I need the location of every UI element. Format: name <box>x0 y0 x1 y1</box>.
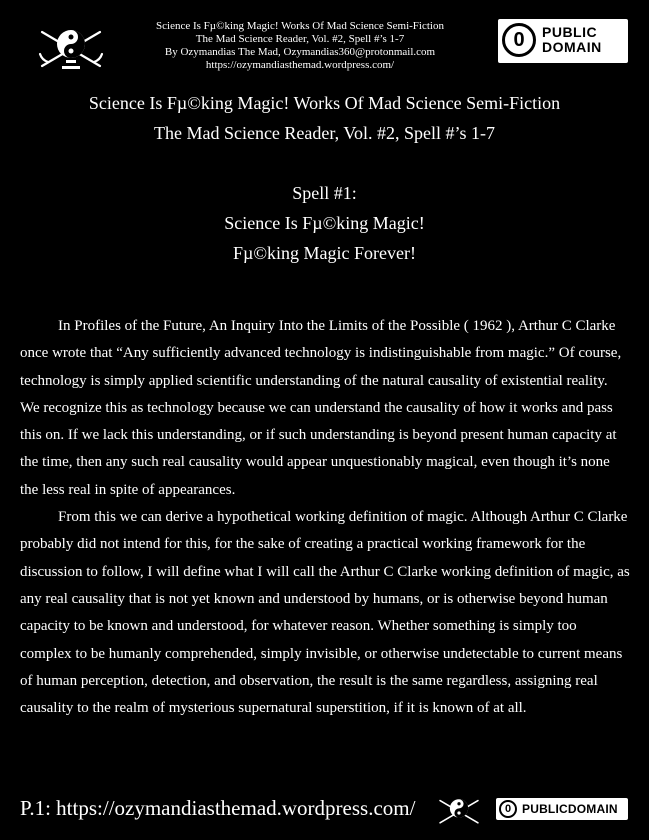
book-title: Science Is Fµ©king Magic! Works Of Mad Science Semi-Fiction <box>88 93 561 113</box>
public-domain-badge <box>498 19 628 63</box>
public-domain-badge-small <box>496 798 628 820</box>
public-domain-icon: 0 <box>502 23 536 57</box>
badge-line-domain: DOMAIN <box>542 39 602 55</box>
badge-line-public: PUBLIC <box>542 24 598 40</box>
badge-text-small: PUBLICDOMAIN <box>522 802 618 816</box>
page-footer <box>0 790 649 830</box>
header-title: Science Is Fµ©king Magic! Works Of Mad Science Semi-Fiction <box>156 20 444 32</box>
body-text <box>20 313 630 722</box>
footer-page-label: P.1: https://ozymandiasthemad.wordpress.com/ <box>20 796 416 820</box>
page-header <box>0 0 649 80</box>
paragraph-1: In Profiles of the Future, An Inquiry Into the Limits of the Possible ( 1962 ), Arthur C Clarke once wrote that “Any sufficiently advanced technology is indistinguishable from magic.” Of course, technology is simply applied scientific understanding of the natural causality of existential reality. We recognize this as technology because we can understand the causality of how it works and pass this on. If we lack this understanding, or if such understanding is beyond present human capacity at the time, then any such real causality would appear unquestionably magical, even though it’s none the less real in spite of appearances. <box>20 318 622 498</box>
title-block <box>0 88 649 268</box>
yin-yang-crossed-swords-logo <box>36 22 106 74</box>
header-info <box>130 20 470 72</box>
header-volume: The Mad Science Reader, Vol. #2, Spell #’s 1-7 <box>195 33 405 45</box>
spell-number: Spell #1: <box>292 183 357 203</box>
spell-subtitle: Fµ©king Magic Forever! <box>232 243 416 263</box>
paragraph-2: From this we can derive a hypothetical working definition of magic. Although Arthur C Clarke probably did not intend for this, for the sake of creating a practical working framework for the discussion to follow, I will define what I will call the Arthur C Clarke working definition of magic, as any real causality that is not yet known and understood by humans, or is otherwise beyond human capacity to be known and understood, for whatever reason. Whether something is simply too complex to be humanly comprehended, simply invisible, or otherwise undetectable to current means of human perception, detection, and observation, the result is the same regardless, assigning real causality to the realm of mysterious supernatural superstition, if it is known of at all. <box>20 509 630 717</box>
yin-yang-crossed-swords-logo-small <box>436 794 482 828</box>
header-author: By Ozymandias The Mad, Ozymandias360@protonmail.com <box>164 46 436 58</box>
spell-title: Science Is Fµ©king Magic! <box>224 213 425 233</box>
public-domain-icon-small: 0 <box>499 800 517 818</box>
volume-title: The Mad Science Reader, Vol. #2, Spell #’s 1-7 <box>153 123 496 143</box>
header-url: https://ozymandiasthemad.wordpress.com/ <box>205 59 395 71</box>
